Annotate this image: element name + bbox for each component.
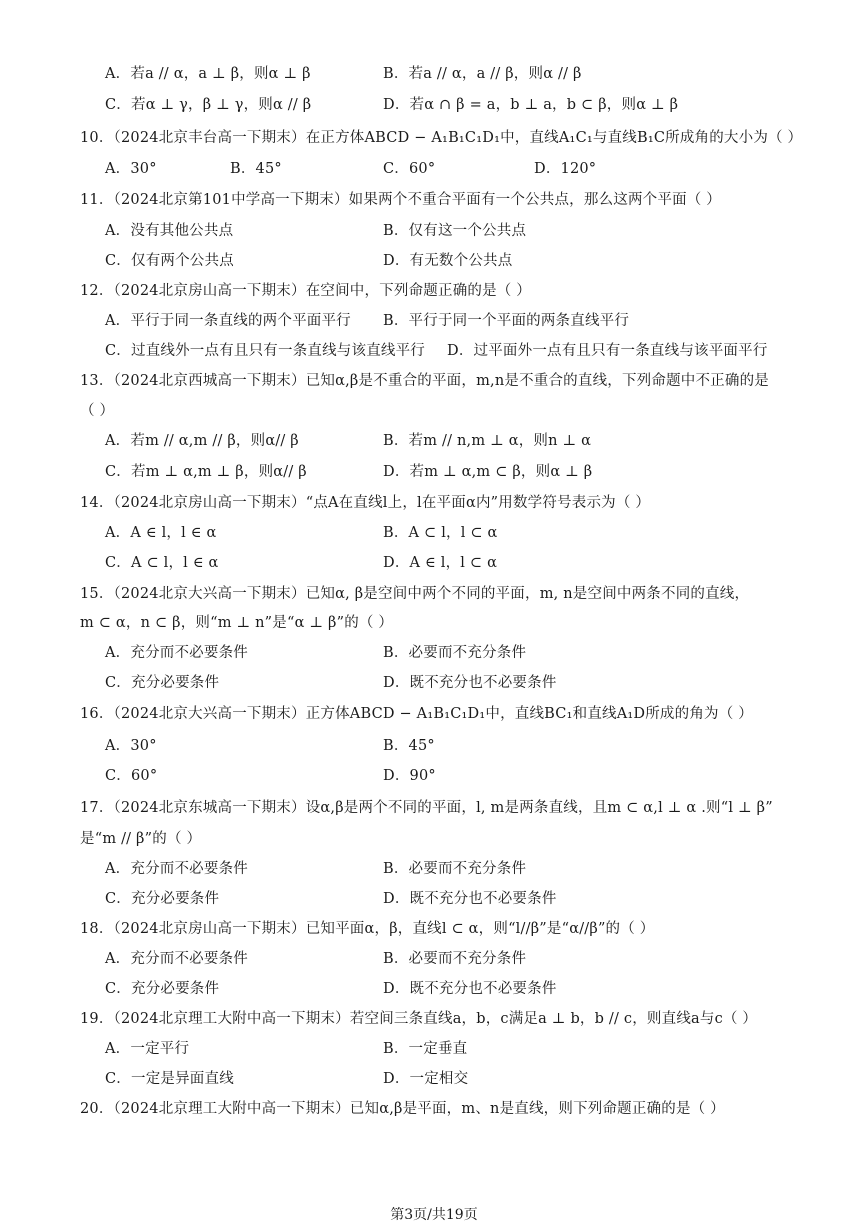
option-d: D．90° <box>383 768 436 784</box>
option-d: D．有无数个公共点 <box>383 253 513 269</box>
answer-bracket: （ ） <box>80 403 115 419</box>
question-17-continued: 是“m // β”的（ ） <box>80 831 202 847</box>
option-a: A．没有其他公共点 <box>105 223 234 239</box>
question-16: 16．（2024北京大兴高一下期末）正方体ABCD − A₁B₁C₁D₁中，直线BC₁和直线A₁D所成的角为（ ） <box>80 706 753 722</box>
question-12: 12．（2024北京房山高一下期末）在空间中，下列命题正确的是（ ） <box>80 283 532 299</box>
question-17: 17．（2024北京东城高一下期末）设α,β是两个不同的平面，l, m是两条直线，且m ⊂ α,l ⊥ α .则“l ⊥ β” <box>80 800 773 816</box>
option-a: A．30° <box>105 161 157 177</box>
option-a: A．若m // α,m // β，则α// β <box>105 433 299 449</box>
option-c: C．一定是异面直线 <box>105 1071 234 1087</box>
option-b: B．若a // α，a // β，则α // β <box>383 66 582 82</box>
option-b: B．一定垂直 <box>383 1041 468 1057</box>
question-13: 13．（2024北京西城高一下期末）已知α,β是不重合的平面，m,n是不重合的直线，下列命题中不正确的是 <box>80 373 769 389</box>
option-b: B．必要而不充分条件 <box>383 951 527 967</box>
page-number: 第3页/共19页 <box>390 1207 478 1223</box>
option-b: B．仅有这一个公共点 <box>383 223 527 239</box>
option-a: A．充分而不必要条件 <box>105 951 248 967</box>
option-d: D．A ∈ l，l ⊂ α <box>383 555 498 571</box>
option-a: A．一定平行 <box>105 1041 190 1057</box>
option-a: A．平行于同一条直线的两个平面平行 <box>105 313 351 329</box>
question-18: 18．（2024北京房山高一下期末）已知平面α，β，直线l ⊂ α，则“l//β”是“α//β”的（ ） <box>80 921 655 937</box>
option-c: C．60° <box>105 768 158 784</box>
option-d: D．若m ⊥ α,m ⊂ β，则α ⊥ β <box>383 464 593 480</box>
question-20: 20．（2024北京理工大附中高一下期末）已知α,β是平面，m、n是直线，则下列命题正确的是（ ） <box>80 1101 725 1117</box>
option-b: B．平行于同一个平面的两条直线平行 <box>383 313 630 329</box>
option-a: A．30° <box>105 738 157 754</box>
option-c: C．仅有两个公共点 <box>105 253 234 269</box>
question-15-continued: m ⊂ α，n ⊂ β，则“m ⊥ n”是“α ⊥ β”的（ ） <box>80 615 394 631</box>
option-d: D．既不充分也不必要条件 <box>383 675 557 691</box>
option-d: D．既不充分也不必要条件 <box>383 981 557 997</box>
option-a: A．A ∈ l，l ∈ α <box>105 525 217 541</box>
option-c: C．60° <box>383 161 436 177</box>
option-a: A．若a // α，a ⊥ β，则α ⊥ β <box>105 66 311 82</box>
option-b: B．若m // n,m ⊥ α，则n ⊥ α <box>383 433 592 449</box>
option-b: B．A ⊂ l，l ⊂ α <box>383 525 498 541</box>
option-b: B．必要而不充分条件 <box>383 861 527 877</box>
option-c: C．充分必要条件 <box>105 981 220 997</box>
option-d: D．一定相交 <box>383 1071 469 1087</box>
question-11: 11．（2024北京第101中学高一下期末）如果两个不重合平面有一个公共点，那么这两个平面（ ） <box>80 192 721 208</box>
option-c: C．若α ⊥ γ，β ⊥ γ，则α // β <box>105 97 312 113</box>
option-a: A．充分而不必要条件 <box>105 645 248 661</box>
option-b: B．45° <box>230 161 282 177</box>
question-19: 19．（2024北京理工大附中高一下期末）若空间三条直线a，b，c满足a ⊥ b，b // c，则直线a与c（ ） <box>80 1011 758 1027</box>
option-b: B．必要而不充分条件 <box>383 645 527 661</box>
option-c: C．充分必要条件 <box>105 891 220 907</box>
option-b: B．45° <box>383 738 435 754</box>
option-a: A．充分而不必要条件 <box>105 861 248 877</box>
question-14: 14．（2024北京房山高一下期末）“点A在直线l上，l在平面α内”用数学符号表示为（ ） <box>80 495 651 511</box>
option-c: C．若m ⊥ α,m ⊥ β，则α// β <box>105 464 307 480</box>
option-c: C．A ⊂ l，l ∈ α <box>105 555 219 571</box>
option-d: D．过平面外一点有且只有一条直线与该平面平行 <box>447 343 768 359</box>
option-d: D．既不充分也不必要条件 <box>383 891 557 907</box>
option-c: C．过直线外一点有且只有一条直线与该直线平行 <box>105 343 425 359</box>
question-10: 10．（2024北京丰台高一下期末）在正方体ABCD − A₁B₁C₁D₁中，直线A₁C₁与直线B₁C所成角的大小为（ ） <box>80 130 803 146</box>
option-d: D．120° <box>534 161 597 177</box>
option-c: C．充分必要条件 <box>105 675 220 691</box>
option-d: D．若α ∩ β = a，b ⊥ a，b ⊂ β，则α ⊥ β <box>383 97 679 113</box>
question-15: 15．（2024北京大兴高一下期末）已知α, β是空间中两个不同的平面，m, n是空间中两条不同的直线， <box>80 586 750 602</box>
